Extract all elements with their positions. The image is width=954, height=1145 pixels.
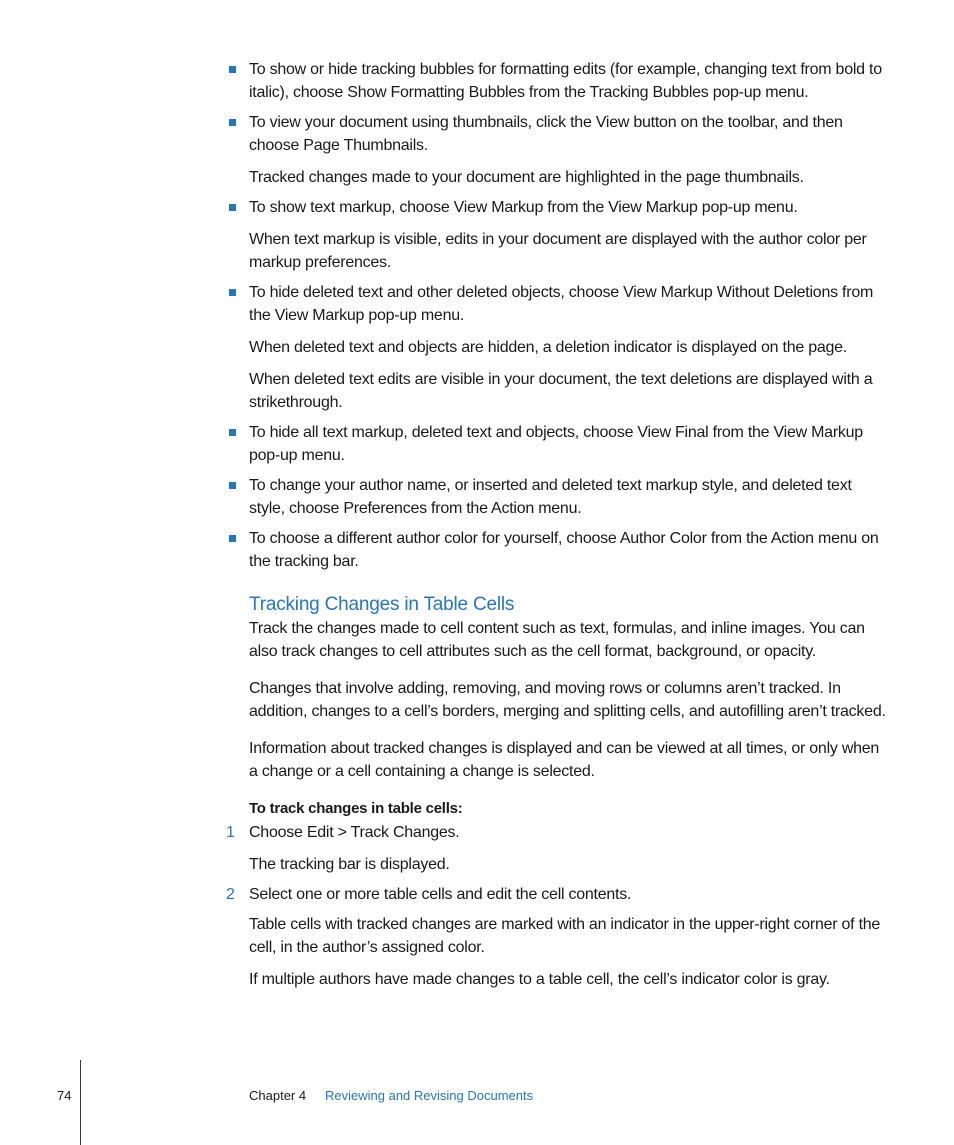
bullet-text: To hide deleted text and other deleted objects, choose View Markup Without Deletions from the View Markup pop-up menu. xyxy=(249,284,874,324)
body-paragraph: Track the changes made to cell content such as text, formulas, and inline images. You can also track changes to cell attributes such as the cell format, background, or opacity. xyxy=(249,620,865,660)
bullet-icon xyxy=(229,119,236,126)
footer-chapter-title: Reviewing and Revising Documents xyxy=(325,1088,534,1103)
list-item xyxy=(226,474,886,520)
bullet-icon xyxy=(229,482,236,489)
body-paragraph: When text markup is visible, edits in your document are displayed with the author color per markup preferences. xyxy=(249,231,867,271)
step-item xyxy=(226,821,886,844)
list-item xyxy=(226,196,886,219)
bullet-icon xyxy=(229,289,236,296)
step-result: If multiple authors have made changes to a table cell, the cell’s indicator color is gray. xyxy=(249,971,830,988)
body-paragraph: When deleted text and objects are hidden, a deletion indicator is displayed on the page. xyxy=(249,339,847,356)
bullet-text: To change your author name, or inserted and deleted text markup style, and deleted text style, choose Preferences from the Action menu. xyxy=(249,477,852,517)
bullet-text: To show text markup, choose View Markup from the View Markup pop-up menu. xyxy=(249,199,798,216)
page-number: 74 xyxy=(57,1088,72,1103)
list-item xyxy=(226,527,886,573)
step-number: 2 xyxy=(226,886,235,903)
body-paragraph: Information about tracked changes is displayed and can be viewed at all times, or only when a change or a cell containing a change is selected. xyxy=(249,740,880,780)
section-heading: Tracking Changes in Table Cells xyxy=(249,594,515,615)
procedure-title: To track changes in table cells: xyxy=(249,800,463,817)
step-item xyxy=(226,883,886,906)
step-result: The tracking bar is displayed. xyxy=(249,856,450,873)
body-paragraph: When deleted text edits are visible in your document, the text deletions are displayed with a strikethrough. xyxy=(249,371,873,411)
body-paragraph: Changes that involve adding, removing, and moving rows or columns aren’t tracked. In addition, changes to a cell’s borders, merging and splitting cells, and autofilling aren’t tracked. xyxy=(249,680,886,720)
bullet-icon xyxy=(229,66,236,73)
list-item xyxy=(226,111,886,157)
bullet-icon xyxy=(229,429,236,436)
step-number: 1 xyxy=(226,824,235,841)
page-body xyxy=(226,58,886,991)
list-item xyxy=(226,421,886,467)
list-item xyxy=(226,281,886,327)
bullet-text: To hide all text markup, deleted text and objects, choose View Final from the View Markup pop-up menu. xyxy=(249,424,863,464)
footer-rule xyxy=(80,1060,81,1145)
bullet-icon xyxy=(229,204,236,211)
bullet-text: To show or hide tracking bubbles for formatting edits (for example, changing text from bold to italic), choose Show Formatting Bubbles from the Tracking Bubbles pop-up menu. xyxy=(249,61,882,101)
bullet-icon xyxy=(229,535,236,542)
footer-chapter: Chapter 4 xyxy=(249,1088,307,1103)
bullet-text: To choose a different author color for yourself, choose Author Color from the Action menu on the tracking bar. xyxy=(249,530,879,570)
list-item xyxy=(226,58,886,104)
step-result: Table cells with tracked changes are marked with an indicator in the upper-right corner of the cell, in the author’s assigned color. xyxy=(249,916,881,956)
step-text: Select one or more table cells and edit the cell contents. xyxy=(249,886,632,903)
body-paragraph: Tracked changes made to your document are highlighted in the page thumbnails. xyxy=(249,169,804,186)
step-text: Choose Edit > Track Changes. xyxy=(249,824,460,841)
bullet-text: To view your document using thumbnails, click the View button on the toolbar, and then choose Page Thumbnails. xyxy=(249,114,843,154)
